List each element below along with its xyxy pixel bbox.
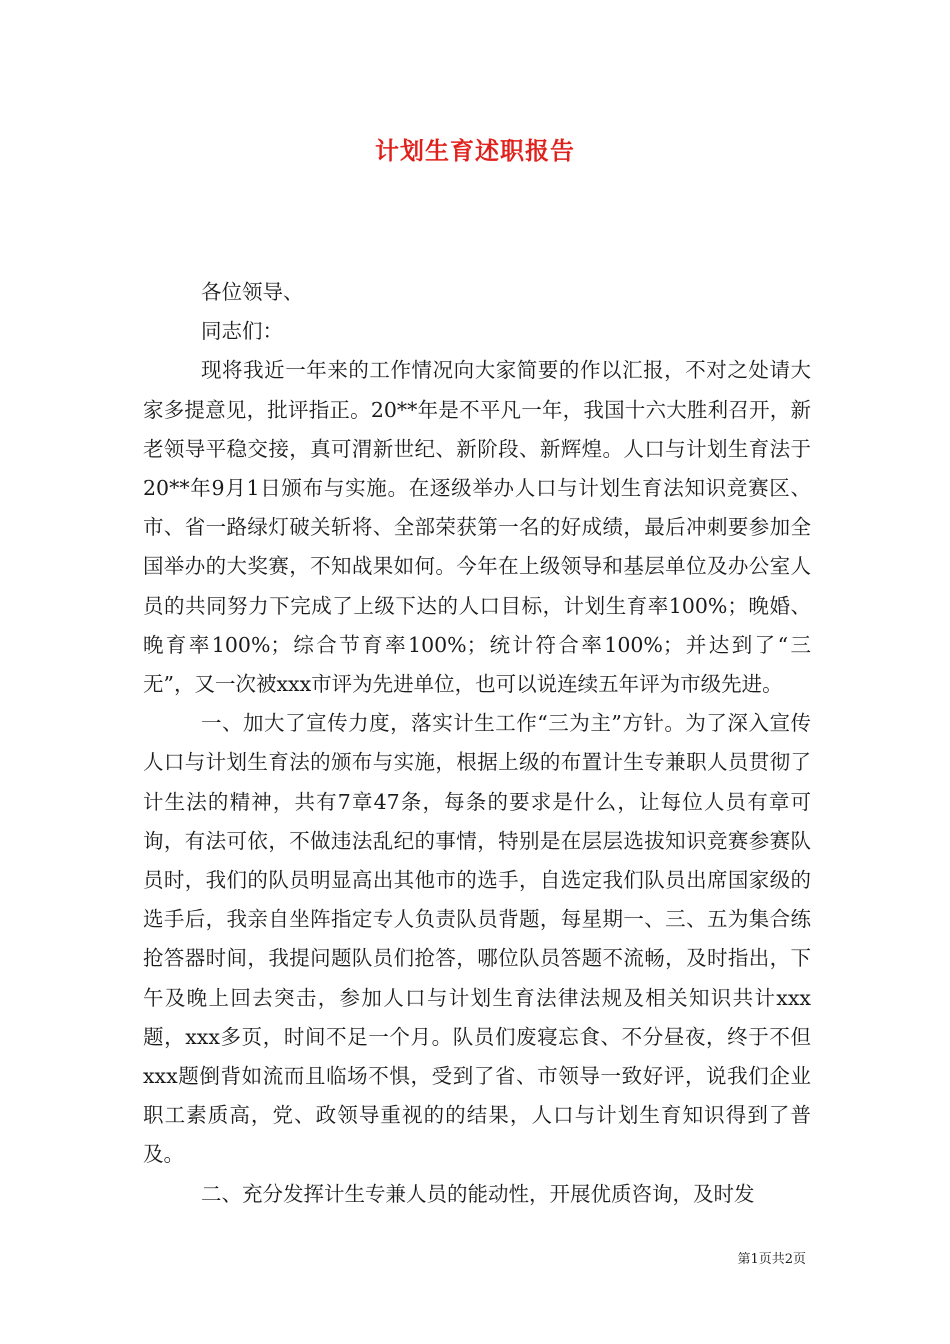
paragraph-section-2: 二、充分发挥计生专兼人员的能动性，开展优质咨询，及时发	[201, 1181, 755, 1206]
salutation-comrades: 同志们：	[201, 319, 283, 344]
page-number-footer: 第1页共2页	[737, 1252, 806, 1267]
paragraph-intro: 现将我近一年来的工作情况向大家简要的作以汇报，不对之处请大家多提意见，批评指正。20**年是不平凡一年，我国十六大胜利召开，新老领导平稳交接，真可渭新世纪、新阶段、新辉煌。人口与计划生育法于20**年9月1日颁布与实施。在逐级举办人口与计划生育法知识竞赛区、市、省一路绿灯破关斩将、全部荣获第一名的好成绩，最后冲刺要参加全国举办的大奖赛，不知战果如何。今年在上级领导和基层单位及办公室人员的共同努力下完成了上级下达的人口目标，计划生育率100%；晚婚、晚育率100%；综合节育率100%；统计符合率100%；并达到了“三无”，又一次被xxx市评为先进单位，也可以说连续五年评为市级先进。	[143, 358, 811, 697]
document-body	[143, 273, 811, 1214]
salutation-leaders: 各位领导、	[201, 280, 304, 304]
document-title: 计划生育述职报告	[375, 136, 575, 165]
paragraph-section-1: 一、加大了宣传力度，落实计生工作“三为主”方针。为了深入宣传人口与计划生育法的颁布与实施，根据上级的布置计生专兼职人员贯彻了计生法的精神，共有7章47条，每条的要求是什么，让每位人员有章可询，有法可依，不做违法乱纪的事情，特别是在层层选拔知识竞赛参赛队员时，我们的队员明显高出其他市的选手，自选定我们队员出席国家级的选手后，我亲自坐阵指定专人负责队员背题，每星期一、三、五为集合练抢答器时间，我提问题队员们抢答，哪位队员答题不流畅，及时指出，下午及晚上回去突击，参加人口与计划生育法律法规及相关知识共计xxx题，xxx多页，时间不足一个月。队员们废寝忘食、不分昼夜，终于不但xxx题倒背如流而且临场不惧，受到了省、市领导一致好评，说我们企业职工素质高，党、政领导重视的的结果，人口与计划生育知识得到了普及。	[143, 711, 811, 1167]
